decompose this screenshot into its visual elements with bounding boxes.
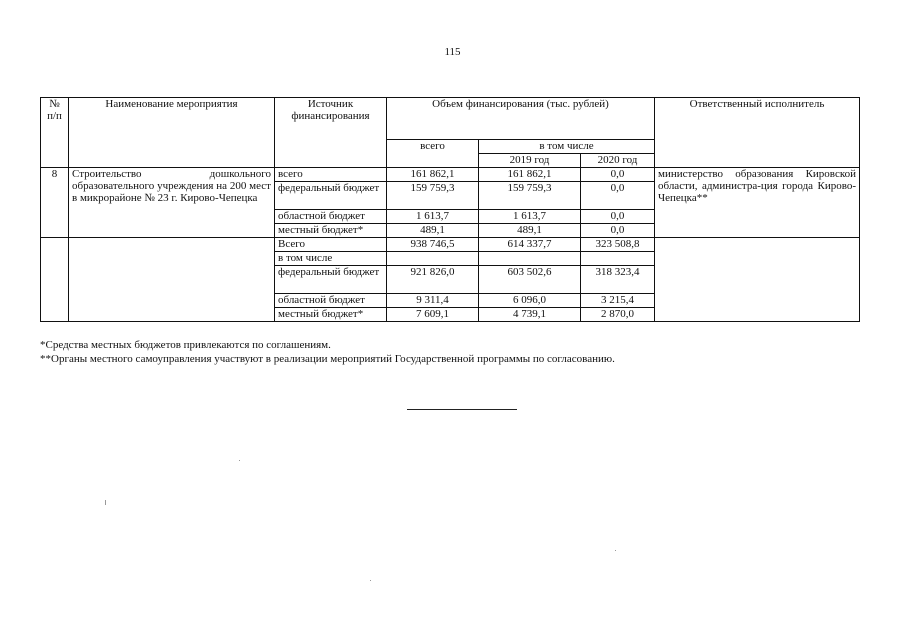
source-cell: областной бюджет <box>275 294 387 308</box>
financing-table <box>40 97 860 322</box>
y2020-cell: 318 323,4 <box>581 266 655 294</box>
total-cell: 159 759,3 <box>387 182 479 210</box>
footnote-local-government: **Органы местного самоуправления участвуют в реализации мероприятий Государственной программы по согласованию. <box>40 353 615 365</box>
source-cell: всего <box>275 168 387 182</box>
y2019-cell <box>479 252 581 266</box>
header-source: Источник финансирования <box>275 98 387 168</box>
total-cell: 9 311,4 <box>387 294 479 308</box>
scan-speck <box>370 580 371 581</box>
total-cell: 7 609,1 <box>387 308 479 322</box>
header-executor: Ответственный исполнитель <box>655 98 860 168</box>
y2020-cell: 323 508,8 <box>581 238 655 252</box>
page-number: 115 <box>444 46 461 58</box>
total-cell: 1 613,7 <box>387 210 479 224</box>
y2019-cell: 489,1 <box>479 224 581 238</box>
item-number: 8 <box>41 168 69 238</box>
y2020-cell <box>581 252 655 266</box>
source-cell: местный бюджет* <box>275 308 387 322</box>
item-executor: министерство образования Кировской области, администра-ция города Кирово-Чепецка** <box>655 168 860 238</box>
header-including: в том числе <box>479 140 655 154</box>
total-cell <box>387 252 479 266</box>
y2019-cell: 6 096,0 <box>479 294 581 308</box>
summary-row <box>41 238 860 252</box>
y2020-cell: 2 870,0 <box>581 308 655 322</box>
y2019-cell: 603 502,6 <box>479 266 581 294</box>
footnote-local-budgets: *Средства местных бюджетов привлекаются по соглашениям. <box>40 339 331 351</box>
total-cell: 921 826,0 <box>387 266 479 294</box>
y2019-cell: 614 337,7 <box>479 238 581 252</box>
y2020-cell: 0,0 <box>581 182 655 210</box>
item-name: Строительство дошкольного образовательного учреждения на 200 мест в микрорайоне № 23 г. Кирово-Чепецка <box>69 168 275 238</box>
header-total: всего <box>387 140 479 168</box>
closing-rule <box>407 409 517 410</box>
scan-speck <box>615 550 616 551</box>
y2020-cell: 3 215,4 <box>581 294 655 308</box>
summary-empty-name <box>69 238 275 322</box>
y2019-cell: 1 613,7 <box>479 210 581 224</box>
total-cell: 938 746,5 <box>387 238 479 252</box>
footnotes <box>40 338 870 366</box>
header-no: № п/п <box>41 98 69 168</box>
scan-speck <box>239 460 240 461</box>
table-row <box>41 168 860 182</box>
header-year-2019: 2019 год <box>479 154 581 168</box>
y2019-cell: 4 739,1 <box>479 308 581 322</box>
total-cell: 489,1 <box>387 224 479 238</box>
header-volume: Объем финансирования (тыс. рублей) <box>387 98 655 140</box>
source-cell: Всего <box>275 238 387 252</box>
source-cell: в том числе <box>275 252 387 266</box>
y2019-cell: 159 759,3 <box>479 182 581 210</box>
y2020-cell: 0,0 <box>581 168 655 182</box>
source-cell: федеральный бюджет <box>275 266 387 294</box>
source-cell: местный бюджет* <box>275 224 387 238</box>
total-cell: 161 862,1 <box>387 168 479 182</box>
source-cell: областной бюджет <box>275 210 387 224</box>
scan-speck <box>105 500 106 505</box>
source-cell: федеральный бюджет <box>275 182 387 210</box>
y2019-cell: 161 862,1 <box>479 168 581 182</box>
header-name: Наименование мероприятия <box>69 98 275 168</box>
y2020-cell: 0,0 <box>581 224 655 238</box>
header-year-2020: 2020 год <box>581 154 655 168</box>
summary-empty-executor <box>655 238 860 322</box>
summary-empty-no <box>41 238 69 322</box>
y2020-cell: 0,0 <box>581 210 655 224</box>
